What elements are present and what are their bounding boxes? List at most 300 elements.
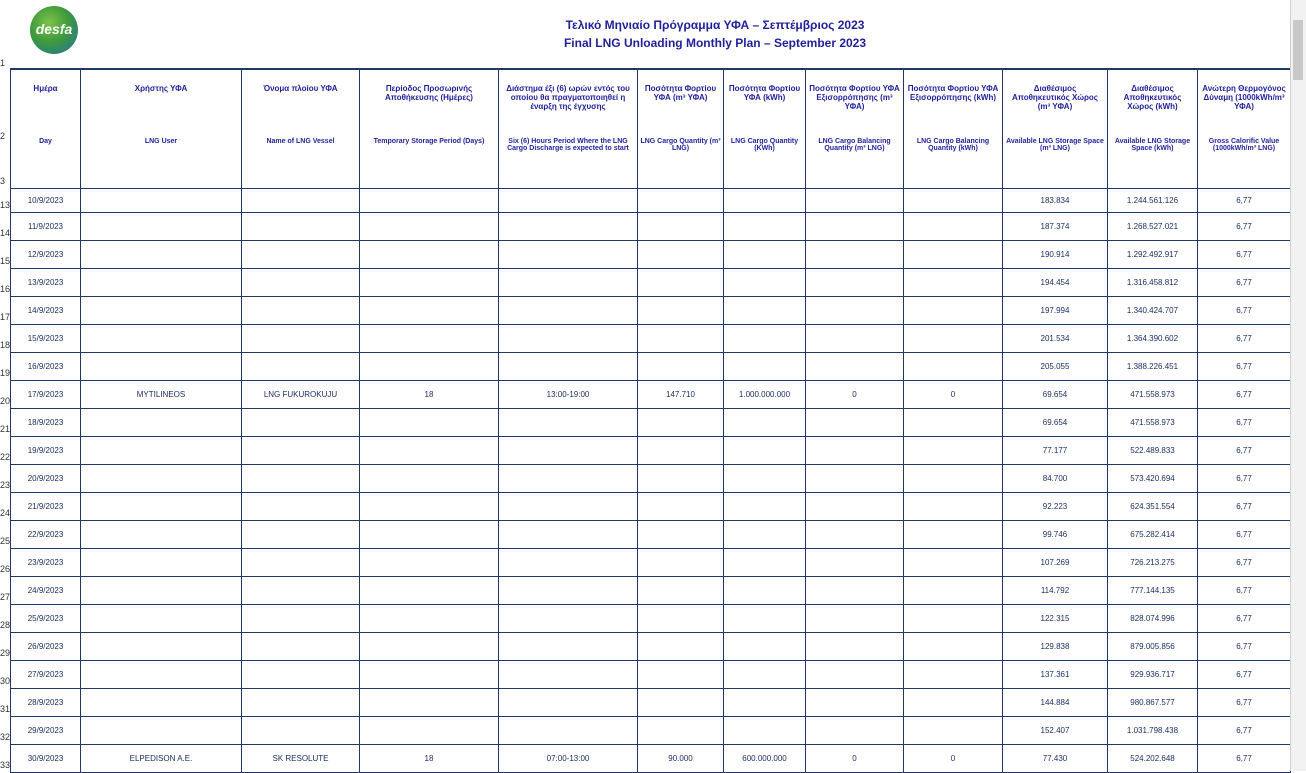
table-cell[interactable]: 12/9/2023 <box>11 241 81 269</box>
table-cell[interactable] <box>81 409 242 437</box>
table-cell[interactable] <box>806 409 904 437</box>
column-header <box>1108 70 1198 189</box>
table-cell[interactable] <box>242 633 360 661</box>
table-cell[interactable] <box>904 353 1003 381</box>
column-header <box>499 70 638 189</box>
table-row <box>11 465 1291 493</box>
lng-plan-table <box>10 69 1291 773</box>
table-cell[interactable]: 6,77 <box>1198 189 1291 213</box>
table-cell[interactable]: 1.031.798.438 <box>1108 717 1198 745</box>
table-cell[interactable] <box>360 189 499 213</box>
table-cell[interactable]: 522.489.833 <box>1108 437 1198 465</box>
table-cell[interactable] <box>724 549 806 577</box>
table-cell[interactable] <box>806 353 904 381</box>
table-row <box>11 605 1291 633</box>
table-cell[interactable]: 77.177 <box>1003 437 1108 465</box>
table-cell[interactable] <box>806 689 904 717</box>
table-cell[interactable] <box>904 465 1003 493</box>
table-cell[interactable]: 1.292.492.917 <box>1108 241 1198 269</box>
table-cell[interactable]: 1.388.226.451 <box>1108 353 1198 381</box>
column-header-english: Temporary Storage Period (Days) <box>373 138 485 145</box>
table-cell[interactable] <box>724 437 806 465</box>
table-cell[interactable] <box>81 269 242 297</box>
table-cell[interactable] <box>806 633 904 661</box>
table-cell[interactable] <box>360 465 499 493</box>
table-cell[interactable]: 152.407 <box>1003 717 1108 745</box>
table-cell[interactable]: 6,77 <box>1198 605 1291 633</box>
table-cell[interactable]: 10/9/2023 <box>11 189 81 213</box>
scrollbar-thumb[interactable] <box>1293 20 1303 80</box>
table-cell[interactable]: 22/9/2023 <box>11 521 81 549</box>
table-cell[interactable] <box>724 353 806 381</box>
table-cell[interactable] <box>360 549 499 577</box>
table-cell[interactable]: 6,77 <box>1198 689 1291 717</box>
table-cell[interactable] <box>638 633 724 661</box>
table-row <box>11 269 1291 297</box>
table-cell[interactable] <box>638 213 724 241</box>
table-cell[interactable]: 828.074.996 <box>1108 605 1198 633</box>
table-cell[interactable]: 25/9/2023 <box>11 605 81 633</box>
table-cell[interactable]: 183.834 <box>1003 189 1108 213</box>
table-cell[interactable] <box>806 465 904 493</box>
table-cell[interactable] <box>242 409 360 437</box>
table-cell[interactable] <box>806 297 904 325</box>
table-cell[interactable] <box>360 269 499 297</box>
table-cell[interactable] <box>81 661 242 689</box>
table-cell[interactable]: 28/9/2023 <box>11 689 81 717</box>
table-cell[interactable]: 675.282.414 <box>1108 521 1198 549</box>
table-cell[interactable] <box>806 717 904 745</box>
row-number: 28 <box>0 620 11 630</box>
table-cell[interactable]: 197.994 <box>1003 297 1108 325</box>
table-cell[interactable]: 6,77 <box>1198 493 1291 521</box>
table-cell[interactable]: 11/9/2023 <box>11 213 81 241</box>
table-cell[interactable] <box>499 493 638 521</box>
table-cell[interactable]: 6,77 <box>1198 633 1291 661</box>
table-cell[interactable] <box>638 661 724 689</box>
column-header-greek: Διαθέσιμος Αποθηκευτικός Χώρος (m³ ΥΦΑ) <box>1012 84 1098 111</box>
table-cell[interactable] <box>724 633 806 661</box>
table-cell[interactable]: 69.654 <box>1003 381 1108 409</box>
table-cell[interactable]: 1.268.527.021 <box>1108 213 1198 241</box>
column-header <box>81 70 242 189</box>
table-cell[interactable]: 14/9/2023 <box>11 297 81 325</box>
table-cell[interactable] <box>499 269 638 297</box>
table-cell[interactable]: 26/9/2023 <box>11 633 81 661</box>
table-cell[interactable]: 0 <box>904 381 1003 409</box>
table-cell[interactable] <box>638 465 724 493</box>
table-cell[interactable] <box>904 549 1003 577</box>
table-cell[interactable] <box>638 577 724 605</box>
table-cell[interactable] <box>499 213 638 241</box>
table-row <box>11 633 1291 661</box>
table-cell[interactable]: 1.340.424.707 <box>1108 297 1198 325</box>
table-cell[interactable]: 1.000.000.000 <box>724 381 806 409</box>
table-cell[interactable]: 99.746 <box>1003 521 1108 549</box>
column-header-english: Gross Calorific Value (1000kWh/m³ LNG) <box>1208 138 1280 152</box>
table-cell[interactable]: 0 <box>806 745 904 773</box>
table-cell[interactable] <box>904 493 1003 521</box>
table-cell[interactable] <box>242 437 360 465</box>
table-cell[interactable] <box>360 409 499 437</box>
table-cell[interactable] <box>81 465 242 493</box>
row-number: 17 <box>0 312 11 322</box>
table-cell[interactable] <box>806 325 904 353</box>
table-cell[interactable]: 18/9/2023 <box>11 409 81 437</box>
table-cell[interactable] <box>724 493 806 521</box>
table-cell[interactable] <box>242 493 360 521</box>
table-cell[interactable]: 879.005.856 <box>1108 633 1198 661</box>
table-cell[interactable] <box>360 661 499 689</box>
table-cell[interactable] <box>724 605 806 633</box>
table-cell[interactable] <box>360 633 499 661</box>
table-cell[interactable] <box>242 269 360 297</box>
table-cell[interactable] <box>904 633 1003 661</box>
row-number: 29 <box>0 648 11 658</box>
table-cell[interactable]: 18 <box>360 381 499 409</box>
table-cell[interactable] <box>724 189 806 213</box>
table-cell[interactable]: 6,77 <box>1198 465 1291 493</box>
table-cell[interactable] <box>81 353 242 381</box>
table-cell[interactable] <box>360 717 499 745</box>
table-cell[interactable]: 6,77 <box>1198 269 1291 297</box>
table-cell[interactable] <box>360 297 499 325</box>
table-cell[interactable] <box>638 521 724 549</box>
table-cell[interactable]: 0 <box>806 381 904 409</box>
table-cell[interactable] <box>242 549 360 577</box>
table-cell[interactable] <box>81 493 242 521</box>
table-cell[interactable]: 624.351.554 <box>1108 493 1198 521</box>
table-cell[interactable] <box>81 689 242 717</box>
table-cell[interactable] <box>81 717 242 745</box>
table-cell[interactable] <box>806 577 904 605</box>
table-cell[interactable] <box>360 213 499 241</box>
table-cell[interactable] <box>638 717 724 745</box>
table-cell[interactable] <box>499 325 638 353</box>
table-cell[interactable] <box>499 661 638 689</box>
table-cell[interactable]: SK RESOLUTE <box>242 745 360 773</box>
table-cell[interactable] <box>242 325 360 353</box>
table-cell[interactable] <box>904 189 1003 213</box>
table-cell[interactable]: 20/9/2023 <box>11 465 81 493</box>
table-cell[interactable] <box>638 325 724 353</box>
table-cell[interactable] <box>904 605 1003 633</box>
table-cell[interactable] <box>724 577 806 605</box>
table-cell[interactable] <box>242 605 360 633</box>
row-number: 22 <box>0 452 11 462</box>
table-cell[interactable] <box>904 297 1003 325</box>
table-cell[interactable] <box>904 409 1003 437</box>
column-header-english: Available LNG Storage Space (kWh) <box>1114 138 1191 152</box>
table-cell[interactable] <box>724 241 806 269</box>
table-cell[interactable]: 6,77 <box>1198 717 1291 745</box>
table-cell[interactable] <box>242 213 360 241</box>
row-number: 33 <box>0 760 11 770</box>
table-cell[interactable] <box>360 437 499 465</box>
table-cell[interactable] <box>499 521 638 549</box>
table-cell[interactable] <box>904 269 1003 297</box>
table-cell[interactable]: 144.884 <box>1003 689 1108 717</box>
table-cell[interactable] <box>81 633 242 661</box>
table-cell[interactable]: 201.534 <box>1003 325 1108 353</box>
title-greek: Τελικό Μηνιαίο Πρόγραμμα ΥΦΑ – Σεπτέμβριος 2023 <box>565 18 865 32</box>
table-row <box>11 213 1291 241</box>
table-cell[interactable] <box>806 241 904 269</box>
table-cell[interactable] <box>904 325 1003 353</box>
table-cell[interactable] <box>81 437 242 465</box>
row-number: 16 <box>0 284 11 294</box>
row-number: 31 <box>0 704 11 714</box>
table-cell[interactable] <box>242 465 360 493</box>
row-number: 30 <box>0 676 11 686</box>
column-header-greek: Ποσότητα Φορτίου ΥΦΑ (kWh) <box>728 84 801 102</box>
row-number: 14 <box>0 228 11 238</box>
table-cell[interactable] <box>242 297 360 325</box>
table-cell[interactable] <box>242 189 360 213</box>
table-cell[interactable] <box>904 577 1003 605</box>
table-cell[interactable]: 90.000 <box>638 745 724 773</box>
table-row <box>11 437 1291 465</box>
row-number: 15 <box>0 256 11 266</box>
table-cell[interactable]: 187.374 <box>1003 213 1108 241</box>
table-cell[interactable] <box>81 241 242 269</box>
row-number: 13 <box>0 200 11 210</box>
table-cell[interactable]: 1.364.390.602 <box>1108 325 1198 353</box>
table-cell[interactable] <box>499 241 638 269</box>
table-cell[interactable]: MYTILINEOS <box>81 381 242 409</box>
table-row <box>11 717 1291 745</box>
table-cell[interactable]: 573.420.694 <box>1108 465 1198 493</box>
row-number: 21 <box>0 424 11 434</box>
table-cell[interactable] <box>499 549 638 577</box>
table-cell[interactable] <box>638 189 724 213</box>
table-cell[interactable] <box>724 661 806 689</box>
column-header-greek: Ποσότητα Φορτίου ΥΦΑ (m³ ΥΦΑ) <box>644 84 717 102</box>
table-cell[interactable] <box>806 189 904 213</box>
table-cell[interactable]: 190.914 <box>1003 241 1108 269</box>
table-cell[interactable] <box>242 717 360 745</box>
table-cell[interactable] <box>499 189 638 213</box>
table-cell[interactable] <box>81 189 242 213</box>
table-cell[interactable]: 07:00-13:00 <box>499 745 638 773</box>
table-cell[interactable]: 69.654 <box>1003 409 1108 437</box>
table-cell[interactable] <box>806 661 904 689</box>
table-cell[interactable] <box>242 353 360 381</box>
table-cell[interactable]: 27/9/2023 <box>11 661 81 689</box>
table-cell[interactable] <box>724 521 806 549</box>
table-cell[interactable] <box>638 437 724 465</box>
table-cell[interactable]: 6,77 <box>1198 241 1291 269</box>
table-cell[interactable]: 147.710 <box>638 381 724 409</box>
table-cell[interactable] <box>638 297 724 325</box>
table-cell[interactable]: 17/9/2023 <box>11 381 81 409</box>
table-cell[interactable] <box>724 409 806 437</box>
table-cell[interactable] <box>360 493 499 521</box>
table-cell[interactable]: 114.792 <box>1003 577 1108 605</box>
table-cell[interactable]: 471.558.973 <box>1108 409 1198 437</box>
table-cell[interactable]: 18 <box>360 745 499 773</box>
table-cell[interactable]: 6,77 <box>1198 577 1291 605</box>
table-cell[interactable]: 6,77 <box>1198 381 1291 409</box>
table-cell[interactable] <box>242 577 360 605</box>
table-cell[interactable] <box>638 269 724 297</box>
table-cell[interactable] <box>499 577 638 605</box>
table-cell[interactable] <box>81 605 242 633</box>
sheet-header <box>10 0 1290 69</box>
table-cell[interactable] <box>724 213 806 241</box>
table-cell[interactable]: 23/9/2023 <box>11 549 81 577</box>
table-cell[interactable]: 137.361 <box>1003 661 1108 689</box>
table-cell[interactable] <box>499 633 638 661</box>
table-cell[interactable]: 1.244.561.126 <box>1108 189 1198 213</box>
table-cell[interactable] <box>499 297 638 325</box>
table-row <box>11 409 1291 437</box>
table-row <box>11 549 1291 577</box>
table-cell[interactable] <box>904 521 1003 549</box>
table-cell[interactable] <box>904 689 1003 717</box>
table-cell[interactable] <box>499 605 638 633</box>
table-cell[interactable]: 777.144.135 <box>1108 577 1198 605</box>
table-cell[interactable] <box>904 661 1003 689</box>
table-cell[interactable]: 6,77 <box>1198 437 1291 465</box>
row-number: 26 <box>0 564 11 574</box>
table-row <box>11 493 1291 521</box>
column-header-english: Name of LNG Vessel <box>266 138 335 145</box>
table-cell[interactable] <box>904 717 1003 745</box>
table-cell[interactable] <box>499 689 638 717</box>
table-cell[interactable] <box>81 549 242 577</box>
table-cell[interactable]: 6,77 <box>1198 521 1291 549</box>
table-cell[interactable]: 471.558.973 <box>1108 381 1198 409</box>
table-cell[interactable] <box>806 493 904 521</box>
table-cell[interactable] <box>806 605 904 633</box>
table-cell[interactable] <box>81 213 242 241</box>
table-cell[interactable]: 6,77 <box>1198 745 1291 773</box>
table-cell[interactable] <box>904 241 1003 269</box>
table-cell[interactable]: 107.269 <box>1003 549 1108 577</box>
table-cell[interactable]: 524.202.648 <box>1108 745 1198 773</box>
table-cell[interactable] <box>242 241 360 269</box>
table-cell[interactable] <box>360 325 499 353</box>
table-cell[interactable] <box>904 437 1003 465</box>
table-cell[interactable] <box>81 521 242 549</box>
table-cell[interactable] <box>806 213 904 241</box>
table-cell[interactable]: 13:00-19:00 <box>499 381 638 409</box>
table-cell[interactable]: 6,77 <box>1198 325 1291 353</box>
table-cell[interactable]: 77.430 <box>1003 745 1108 773</box>
column-header <box>360 70 499 189</box>
table-cell[interactable]: 15/9/2023 <box>11 325 81 353</box>
table-cell[interactable] <box>904 213 1003 241</box>
table-cell[interactable]: 0 <box>904 745 1003 773</box>
table-cell[interactable] <box>242 689 360 717</box>
table-cell[interactable] <box>724 325 806 353</box>
table-cell[interactable]: 1.316.458.812 <box>1108 269 1198 297</box>
table-cell[interactable]: 980.867.577 <box>1108 689 1198 717</box>
table-cell[interactable] <box>360 605 499 633</box>
column-header-english: LNG Cargo Balancing Quantity (kWh) <box>916 138 990 152</box>
table-cell[interactable] <box>242 661 360 689</box>
table-cell[interactable] <box>638 409 724 437</box>
table-cell[interactable]: ELPEDISON A.E. <box>81 745 242 773</box>
table-cell[interactable]: 194.454 <box>1003 269 1108 297</box>
table-cell[interactable]: 84.700 <box>1003 465 1108 493</box>
table-cell[interactable]: 24/9/2023 <box>11 577 81 605</box>
table-cell[interactable] <box>360 241 499 269</box>
table-cell[interactable] <box>724 269 806 297</box>
table-cell[interactable] <box>806 437 904 465</box>
table-cell[interactable] <box>724 717 806 745</box>
table-cell[interactable] <box>242 521 360 549</box>
column-header <box>904 70 1003 189</box>
table-cell[interactable] <box>499 437 638 465</box>
table-row <box>11 297 1291 325</box>
table-cell[interactable]: 13/9/2023 <box>11 269 81 297</box>
table-cell[interactable]: 21/9/2023 <box>11 493 81 521</box>
table-cell[interactable] <box>499 409 638 437</box>
table-cell[interactable]: 16/9/2023 <box>11 353 81 381</box>
row-number: 20 <box>0 396 11 406</box>
table-cell[interactable] <box>638 241 724 269</box>
row-number: 32 <box>0 732 11 742</box>
desfa-logo <box>30 6 78 54</box>
table-cell[interactable] <box>638 689 724 717</box>
table-cell[interactable] <box>724 465 806 493</box>
table-cell[interactable]: 92.223 <box>1003 493 1108 521</box>
table-cell[interactable]: 6,77 <box>1198 297 1291 325</box>
table-cell[interactable] <box>638 493 724 521</box>
table-cell[interactable]: 129.838 <box>1003 633 1108 661</box>
table-cell[interactable]: 30/9/2023 <box>11 745 81 773</box>
table-cell[interactable] <box>360 577 499 605</box>
table-cell[interactable] <box>360 689 499 717</box>
table-cell[interactable]: 6,77 <box>1198 549 1291 577</box>
table-cell[interactable]: 205.055 <box>1003 353 1108 381</box>
table-cell[interactable] <box>81 297 242 325</box>
table-cell[interactable]: 6,77 <box>1198 353 1291 381</box>
table-cell[interactable]: 19/9/2023 <box>11 437 81 465</box>
table-cell[interactable]: 29/9/2023 <box>11 717 81 745</box>
table-cell[interactable] <box>806 269 904 297</box>
table-cell[interactable] <box>499 353 638 381</box>
vertical-scrollbar[interactable] <box>1290 0 1306 771</box>
column-header-greek: Όνομα πλοίου ΥΦΑ <box>263 84 338 93</box>
table-cell[interactable]: LNG FUKUROKUJU <box>242 381 360 409</box>
table-cell[interactable] <box>638 605 724 633</box>
table-cell[interactable] <box>499 465 638 493</box>
table-cell[interactable] <box>806 521 904 549</box>
table-cell[interactable] <box>638 549 724 577</box>
table-row <box>11 189 1291 213</box>
table-cell[interactable]: 6,77 <box>1198 661 1291 689</box>
table-cell[interactable] <box>724 297 806 325</box>
table-cell[interactable] <box>360 521 499 549</box>
table-cell[interactable]: 6,77 <box>1198 213 1291 241</box>
table-row <box>11 689 1291 717</box>
table-cell[interactable] <box>806 549 904 577</box>
table-cell[interactable]: 726.213.275 <box>1108 549 1198 577</box>
table-cell[interactable] <box>360 353 499 381</box>
table-cell[interactable] <box>81 325 242 353</box>
table-cell[interactable]: 600.000.000 <box>724 745 806 773</box>
table-cell[interactable]: 122.315 <box>1003 605 1108 633</box>
table-cell[interactable] <box>81 577 242 605</box>
table-cell[interactable]: 6,77 <box>1198 409 1291 437</box>
table-cell[interactable] <box>638 353 724 381</box>
table-cell[interactable]: 929.936.717 <box>1108 661 1198 689</box>
table-cell[interactable] <box>499 717 638 745</box>
table-cell[interactable] <box>724 689 806 717</box>
